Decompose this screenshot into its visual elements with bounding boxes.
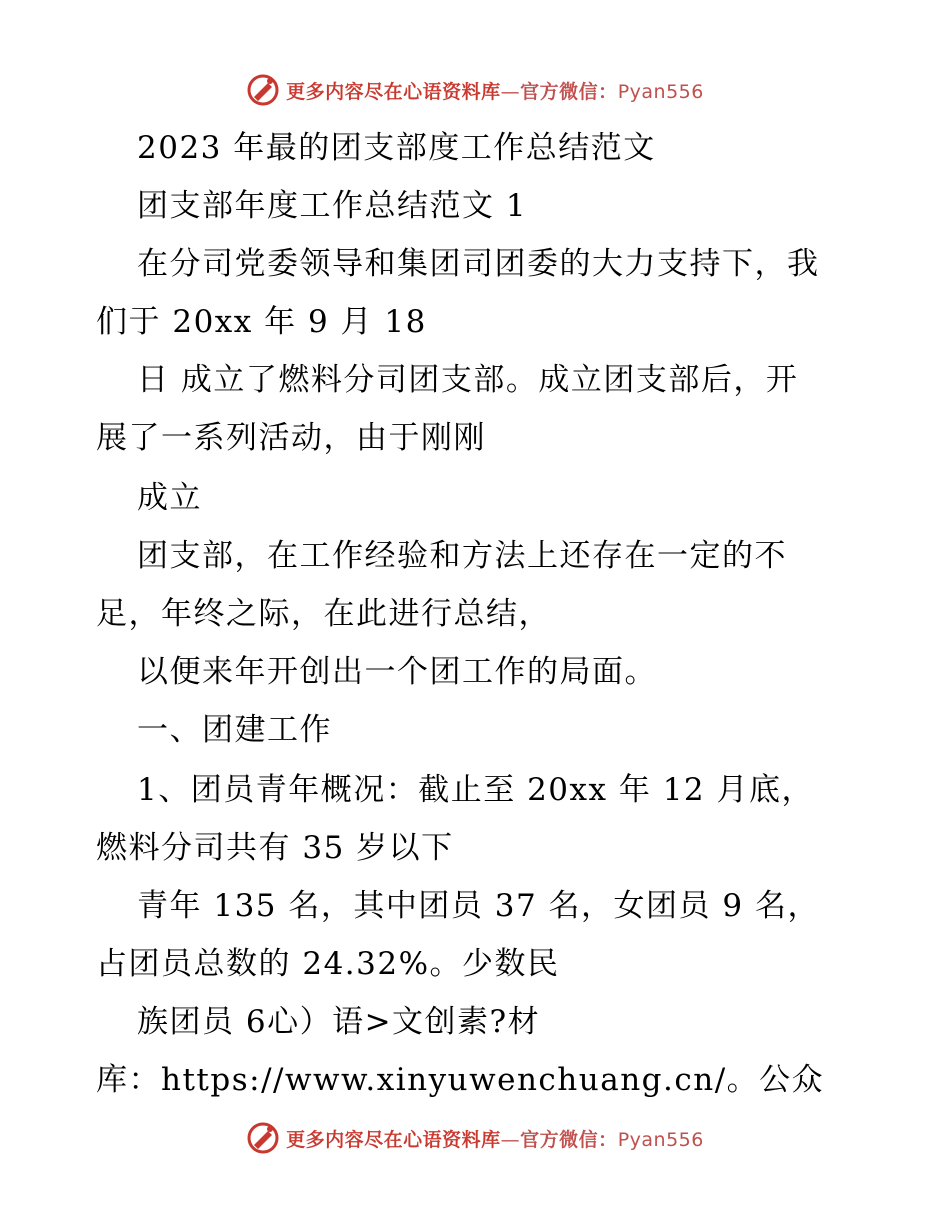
section-heading: 一、团建工作 xyxy=(137,712,332,748)
paragraph-line: 在分司党委领导和集团司团委的大力支持下，我 xyxy=(137,246,820,282)
paragraph-line: 以便来年开创出一个团工作的局面。 xyxy=(137,654,657,690)
watermark-separator: — xyxy=(500,1128,521,1151)
watermark-wechat-label: 官方微信： xyxy=(520,80,618,103)
paragraph-line: 们于 20xx 年 9 月 18 xyxy=(96,304,427,340)
watermark-wechat-id: Pyan556 xyxy=(617,1128,704,1151)
paragraph-line: 1、团员青年概况：截止至 20xx 年 12 月底， xyxy=(137,772,814,808)
paragraph-line: 成立 xyxy=(137,480,202,516)
watermark-brand: 更多内容尽在心语资料库 xyxy=(286,80,501,103)
paragraph-line: 库：https://www.xinyuwenchuang.cn/。公众 xyxy=(96,1062,825,1098)
pen-seal-icon xyxy=(246,1121,280,1155)
paragraph-line: 占团员总数的 24.32%。少数民 xyxy=(96,946,560,982)
document-title: 2023 年最的团支部度工作总结范文 xyxy=(137,130,656,166)
paragraph-line: 团支部，在工作经验和方法上还存在一定的不 xyxy=(137,538,787,574)
paragraph-line: 足，年终之际，在此进行总结， xyxy=(96,596,551,632)
watermark-footer xyxy=(0,1118,950,1158)
section-heading: 团支部年度工作总结范文 1 xyxy=(137,188,528,224)
watermark-separator: — xyxy=(500,80,521,103)
watermark-wechat-label: 官方微信： xyxy=(520,1128,618,1151)
watermark-brand: 更多内容尽在心语资料库 xyxy=(286,1128,501,1151)
paragraph-line: 青年 135 名，其中团员 37 名，女团员 9 名， xyxy=(137,888,820,924)
watermark-wechat-id: Pyan556 xyxy=(617,80,704,103)
paragraph-line: 日 成立了燃料分司团支部。成立团支部后，开 xyxy=(137,362,799,398)
paragraph-line: 燃料分司共有 35 岁以下 xyxy=(96,830,454,866)
paragraph-line: 族团员 6心）语>文创素?材 xyxy=(137,1004,541,1040)
pen-seal-icon xyxy=(246,73,280,107)
watermark-header xyxy=(0,70,950,110)
paragraph-line: 展了一系列活动，由于刚刚 xyxy=(96,420,486,456)
